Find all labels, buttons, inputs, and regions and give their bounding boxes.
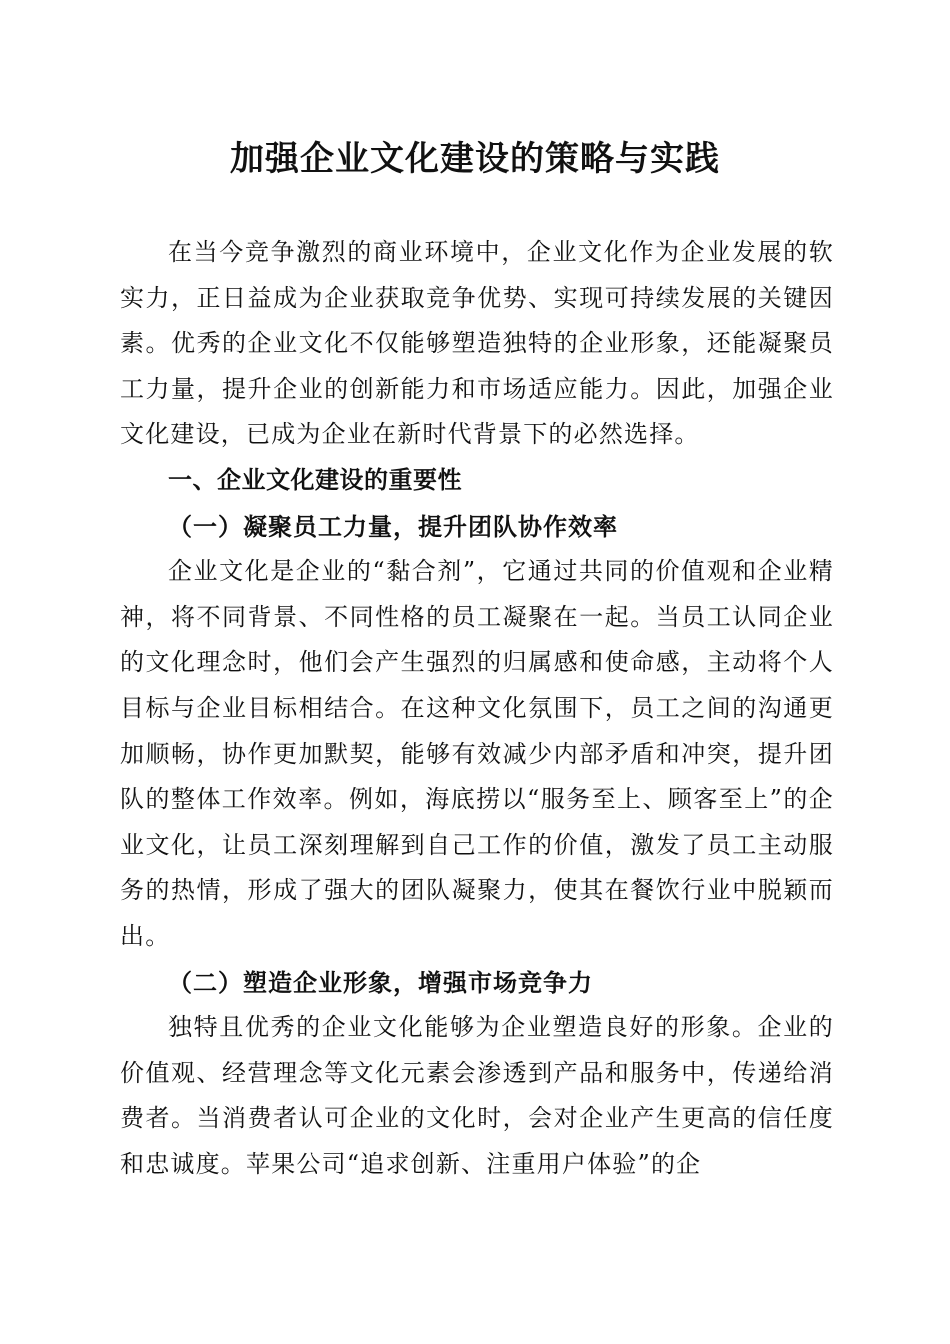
intro-paragraph: 在当今竞争激烈的商业环境中，企业文化作为企业发展的软实力，正日益成为企业获取竞争优势、实现可持续发展的关键因素。优秀的企业文化不仅能够塑造独特的企业形象，还能凝聚员工力量，提升企业的创新能力和市场适应能力。因此，加强企业文化建设，已成为企业在新时代背景下的必然选择。 xyxy=(120,238,834,449)
subsection-heading-cohesion: （一）凝聚员工力量，提升团队协作效率 xyxy=(168,511,618,541)
image-paragraph: 独特且优秀的企业文化能够为企业塑造良好的形象。企业的价值观、经营理念等文化元素会渗透到产品和服务中，传递给消费者。当消费者认可企业的文化时，会对企业产生更高的信任度和忠诚度。苹果公司“追求创新、注重用户体验”的企 xyxy=(120,1013,834,1178)
document-title: 加强企业文化建设的策略与实践 xyxy=(230,139,720,179)
cohesion-paragraph: 企业文化是企业的“黏合剂”，它通过共同的价值观和企业精神，将不同背景、不同性格的员工凝聚在一起。当员工认同企业的文化理念时，他们会产生强烈的归属感和使命感，主动将个人目标与企业目标相结合。在这种文化氛围下，员工之间的沟通更加顺畅，协作更加默契，能够有效减少内部矛盾和冲突，提升团队的整体工作效率。例如，海底捞以“服务至上、顾客至上”的企业文化，让员工深刻理解到自己工作的价值，激发了员工主动服务的热情，形成了强大的团队凝聚力，使其在餐饮行业中脱颖而出。 xyxy=(120,557,834,950)
document-body xyxy=(120,230,834,1187)
subsection-heading-image: （二）塑造企业形象，增强市场竞争力 xyxy=(168,967,593,997)
section-heading-importance: 一、企业文化建设的重要性 xyxy=(168,465,462,494)
